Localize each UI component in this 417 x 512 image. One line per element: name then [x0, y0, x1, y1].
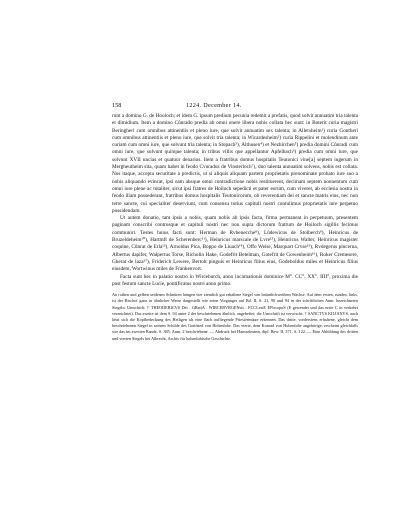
- page-number: 158: [112, 102, 122, 109]
- footnotes: [112, 292, 358, 342]
- charter-paragraph: Ut autem donatio, tam ipsis a nobis, quam nobis ab ipsis facta, firma permaneat in perpetuum, presentem paginam conscribi contrusque et capituli nostri nec non supra dictorum fratrum de Hoiloch sigillis fecimus communiri. Testes huius facti sunt: Herman de Rvbenecche⁸), Lůdewicus de Stolberch⁹), Heinricus de Bruzeldeheim¹⁰), Hartmft de Scherenberc¹¹), Heinricus marscale de Lvre¹²), Heinricus Walter, Heinricus magister coquine, Cůnrat de Erla¹³), Arnoldus Pica, Boppo de Liuach¹⁴), Offo Weise, Marquart Crvse¹⁵), Rvdegerus pincerna, Albertus dapifer, Walpertus Torse, Richolin Hake, Godefrit Betelman, Gotefrit de Gowenheim¹⁶), Roker Cremesere, Gherat de laza¹⁷), Friderich Lewere, Bertolt pinguis et Heinricus filius eius, Godeboldus miles et Heinricus filius eiusdem, Wortwinus miles de Frankenvort.: [112, 215, 358, 273]
- charter-paragraph: Facta sunt hec in palatio nostro in Wirceburch, anno incarnationis dominice M°. CC°. XX°. IIII°, proxima die post festum sancte Lucie, pontificatus nostri anno primo.: [112, 273, 358, 287]
- footnote-paragraph: An rothen und gelben seidenen Schnüren hängen vier ziemlich gut erhaltene Siegel von bräunlichweißem Wachse. Auf dem ersten, runden, links, ist der Bischof ganz in ähnlicher Weise dargestellt wie seine Vorgänger auf Bd. II, S. 21, 90 und 94 in der schriftlichen Anm. bezeichneten Siegeln. Umschrift: † THEODERICVS Dei . GRatiA . WIRCEBVRGENsis . ECCLesiE EPiscopuS (E gewendet und das erste C in verkehrt verzeichnet). Das zweite ist dem S. 94 unter 2 der beschriebenen ähnlich, angeheftet; die Umschrift ist verwischt: † SANCTVS KILIANVS, auch lässt sich die Kopfbedeckung des Heiligen als eine flach aufliegende Priestermütze erkennen. Das dritte, vorderstens erhaltene, gleicht dem beschriebenen Siegel in seinem Schilde des Gottfried von Hohenlohe. Das vierte, dem Konrad von Hohenlohe angehörige, erscheint gleichfalls wie das im zweiten Bande, S. 385, Anm. 2 beschriebene. — Abdruck bei Hansselmann, dipl. Bew. II, 371, S. 122. — Eine Abbildung des dritten und vierten Siegels bei Albrecht, Archiv für hohenlohische Geschichte.: [112, 292, 358, 341]
- charter-paragraph: runt a domino G. de Hooloch; et idem G. ipsum predium pecunia redemit a prefatis, quod solvit annuatim tria talenta et dimidium. Item a domino Cůnrado predia ab omni onere libera nobis collata hec sunt: in Boterit curia magistri Beringheri cum omnibus attinentiis et pleno iure, que solvit annuatim sex talenta; in Allersheim¹) curia Gontheri cum omnibus attinentiis et pleno iure, que solvit tria talenta; in Wicardesheim²) curia Rippelini et molendinum ante curiam cum omni iure, que solvunt tria talenta; in Stopach³), Althusen⁴) et Nezhirchen⁵) predia domini Cůnradi cum omni iure, que solvunt quinque talenta; in tribus villis que appellantur Apfelbach⁶) predia cum omni iure, que solvunt XVII uncias et quatuor denarios. Item a fratribus domus hospitalis Teutonici vine[a] septem iugerum in Mergheutheim sita, quam habet in feodo Cvuradus de Vinsterloch⁷), duo talenta annuatim solvens, nobis est collata. Nos itaque, accepta securitate a predictis, ut si aliquis aliquam partem proprietatis prenominate probato iure suo a nobis aliquando evincat, ipsi eam absque omni contradictione nobis restituerent, decimam septem nonnentum cum omni iure plene ac totaliter, sicut ipsi fratres de Hoiloch sepedicti et pater eorum, cum viveret, ab ecclesia nostra in feodo illam possederant, fratribus domus hospitalis Teutonicorum, ob reverentiam dei et sancte matris eius, nec non terre sancte, cui specialiter deserviunt, cum consensu totius capituli nostri contulimus proprietatis iure perpetuo possidendam.: [112, 113, 358, 214]
- document-page: [112, 102, 358, 342]
- charter-text: [112, 113, 358, 288]
- page-header: [112, 102, 358, 110]
- page-date-heading: 1224. December 14.: [186, 102, 242, 109]
